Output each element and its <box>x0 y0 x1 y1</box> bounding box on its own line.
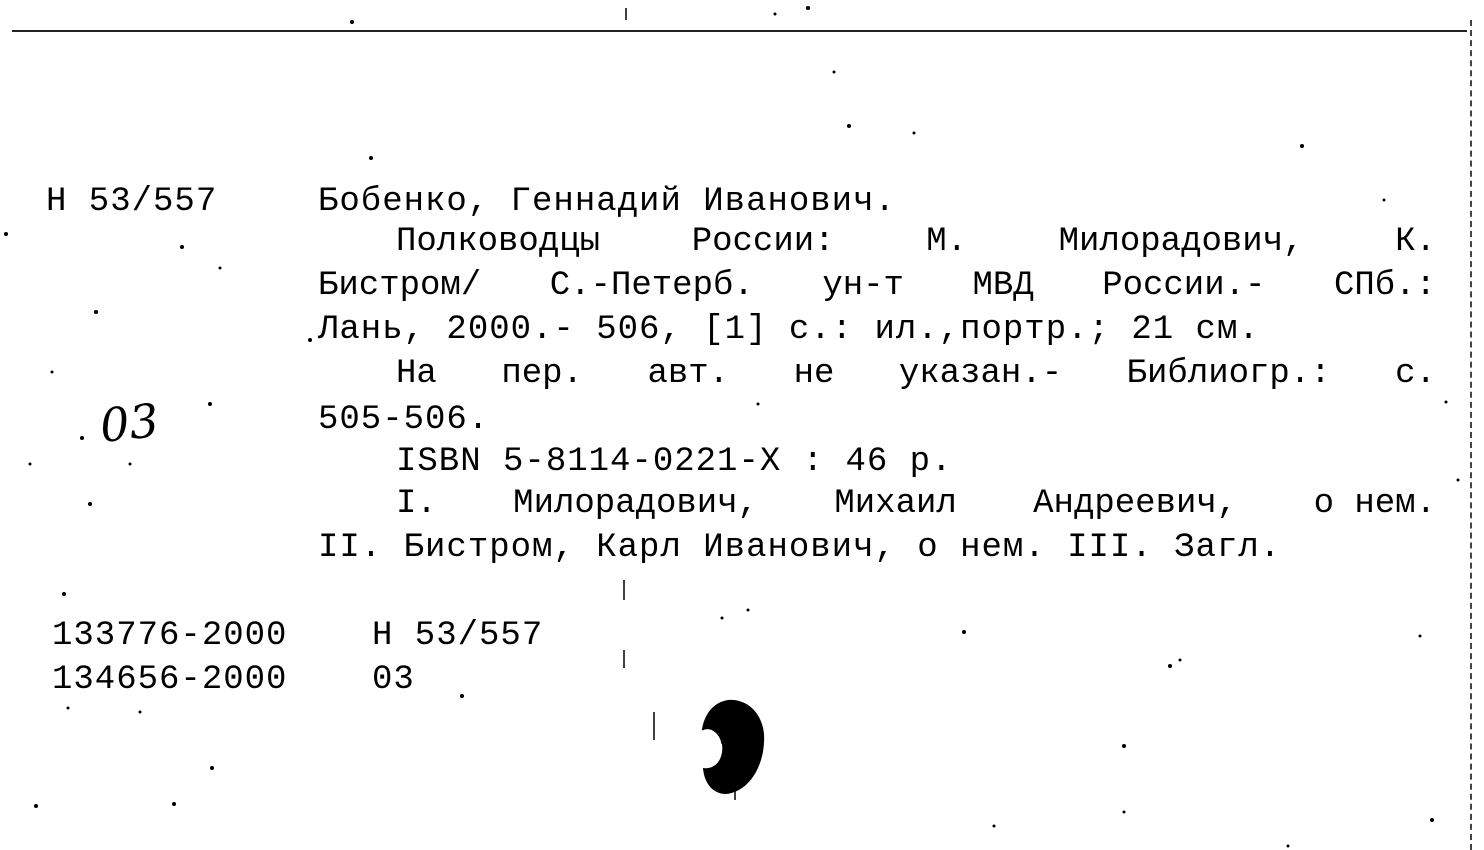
notes-word: На <box>396 355 437 393</box>
notes-line-2: 505-506. <box>318 401 490 439</box>
title-word: К. <box>1395 223 1436 261</box>
title-word: ун-т <box>822 267 904 305</box>
inventory-number: 134656-2000 <box>52 661 288 699</box>
author-heading: Бобенко, Геннадий Иванович. <box>318 183 896 221</box>
subject-word: Милорадович, <box>513 485 759 523</box>
title-word: Полководцы <box>396 223 601 261</box>
subject-word: Михаил <box>834 485 957 523</box>
inventory-location: 03 <box>372 661 415 699</box>
title-word: М. <box>926 223 967 261</box>
publication-line: Лань, 2000.- 506, [1] с.: ил.,портр.; 21 см. <box>318 311 1260 349</box>
title-word: Бистром/ <box>318 267 482 305</box>
title-word: МВД <box>972 267 1034 305</box>
notes-word: Библиогр.: <box>1126 355 1331 393</box>
notes-word: не <box>793 355 835 393</box>
handwritten-mark: 03 <box>97 393 162 453</box>
title-word: Милорадович, <box>1058 223 1304 261</box>
subject-word: Андреевич, <box>1033 485 1238 523</box>
title-word: СПб.: <box>1333 267 1436 305</box>
inventory-number: 133776-2000 <box>52 617 288 655</box>
subject-line-2: II. Бистром, Карл Иванович, о нем. III. Загл. <box>318 529 1282 567</box>
notes-word: пер. <box>501 355 583 393</box>
notes-word: с. <box>1395 355 1436 393</box>
subject-word: I. <box>396 485 437 523</box>
subject-word: о нем. <box>1313 485 1436 523</box>
title-word: С.-Петерб. <box>549 267 754 305</box>
inventory-location: Н 53/557 <box>372 617 544 655</box>
notes-word: указан.- <box>898 355 1063 393</box>
notes-word: авт. <box>647 355 730 393</box>
isbn-line: ISBN 5-8114-0221-X : 46 р. <box>396 443 953 481</box>
title-word: России: <box>691 223 835 261</box>
call-number: Н 53/557 <box>46 183 218 221</box>
title-word: России.- <box>1102 267 1266 305</box>
